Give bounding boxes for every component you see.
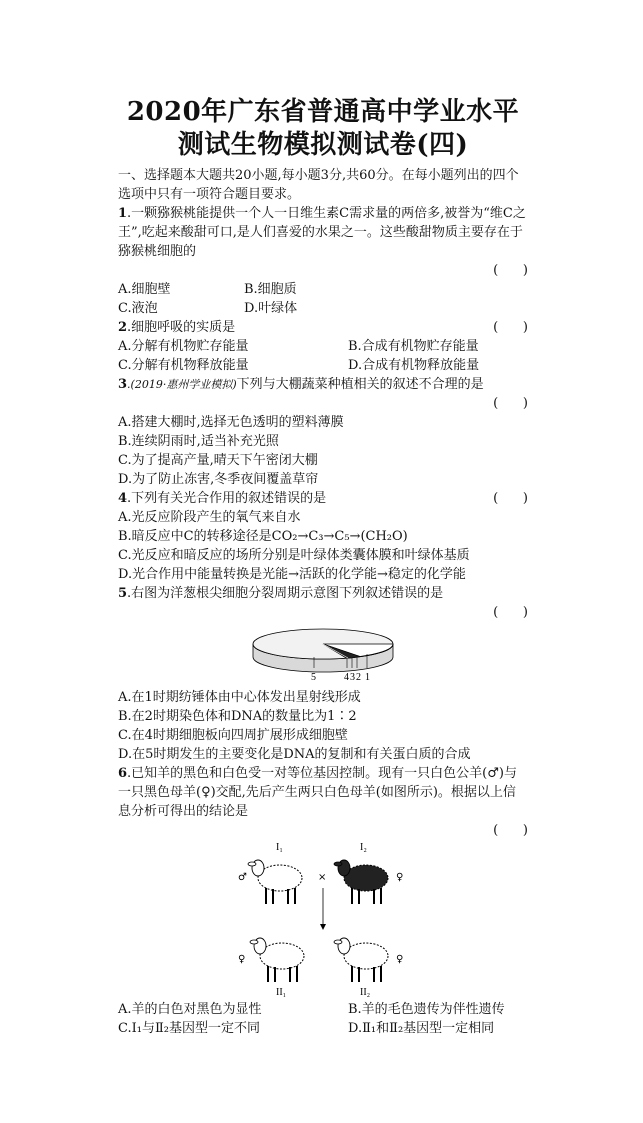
female-symbol-ii2: ♀: [396, 954, 404, 965]
fig-label-4: 4: [344, 672, 349, 683]
instruction: 一、选择题本大题共20小题,每小题3分,共60分。在每小题列出的四个选项中只有一项符合题目要求。: [118, 168, 519, 202]
sheep-pedigree-figure: [236, 840, 416, 1000]
q3-option-d: D.为了防止冻害,冬季夜间覆盖草帘: [118, 472, 319, 487]
label-i1: I₁: [276, 842, 283, 853]
q3-answer-row: [118, 394, 528, 413]
q2-text: .细胞呼吸的实质是: [127, 320, 236, 335]
q6-stem: [118, 764, 528, 821]
q6-answer-row: [118, 821, 528, 840]
q1-text: .一颗猕猴桃能提供一个人一日维生素C需求量的两倍多,被誉为“维C之王”,吃起来酸甜可口,是人们喜爱的水果之一。这些酸甜物质主要存在于猕猴桃细胞的: [118, 206, 526, 259]
q6-option-b: B.羊的毛色遗传为伴性遗传: [348, 1002, 505, 1017]
q5-option-b: B.在2时期染色体和DNA的数量比为1∶2: [118, 709, 357, 724]
fig-label-1: 1: [365, 672, 370, 683]
exam-page: [118, 96, 528, 1038]
q6-text: .已知羊的黑色和白色受一对等位基因控制。现有一只白色公羊(♂)与一只黑色母羊(♀)交配,先后产生两只白色母羊(如图所示)。根据以上信息分析可得出的结论是: [118, 766, 517, 819]
fig-label-3: 3: [350, 672, 355, 683]
q5-option-a: A.在1时期纺锤体由中心体发出星射线形成: [118, 690, 361, 705]
q1-stem: [118, 204, 528, 261]
q4-paren: ( ): [493, 491, 528, 506]
q5-option-c: C.在4时期细胞板向四周扩展形成细胞壁: [118, 728, 348, 743]
fig-label-5: 5: [311, 672, 316, 683]
q5-answer-row: [118, 603, 528, 622]
white-ewe-ii1: [250, 938, 304, 982]
q1-option-c: C.液泡: [118, 301, 158, 316]
q3-paren: ( ): [493, 396, 528, 411]
label-i2: I₂: [360, 842, 367, 853]
label-ii2: II₂: [360, 987, 371, 998]
q3-stem: [118, 375, 528, 394]
q1-answer-row: [118, 261, 528, 280]
q4-option-a: A.光反应阶段产生的氧气来自水: [118, 510, 301, 525]
q2-paren: ( ): [493, 320, 528, 335]
q4-option-d: D.光合作用中能量转换是光能→活跃的化学能→稳定的化学能: [118, 567, 466, 582]
q4-stem-row: [118, 489, 528, 508]
q2-option-a: A.分解有机物贮存能量: [118, 339, 249, 354]
q6-option-c: C.Ⅰ₁与Ⅱ₂基因型一定不同: [118, 1021, 261, 1036]
q3-text: 下列与大棚蔬菜种植相关的叙述不合理的是: [236, 377, 484, 392]
white-ram-i1: [248, 860, 302, 904]
q3-number: 3: [118, 377, 128, 392]
q2-options: [118, 337, 528, 375]
title-line1: 2020年广东省普通高中学业水平: [126, 97, 520, 127]
q1-option-a: A.细胞壁: [118, 282, 171, 297]
fig-label-2: 2: [356, 672, 361, 683]
title-line2: 测试生物模拟测试卷(四): [177, 130, 469, 160]
q6-paren: ( ): [493, 823, 528, 838]
q1-paren: ( ): [493, 263, 528, 278]
q6-number: 6: [118, 766, 128, 781]
female-symbol-ii1: ♀: [238, 954, 246, 965]
q6-option-a: A.羊的白色对黑色为显性: [118, 1002, 262, 1017]
q5-number: 5: [118, 586, 128, 601]
label-ii1: II₁: [276, 987, 287, 998]
q3-option-c: C.为了提高产量,晴天下午密闭大棚: [118, 453, 318, 468]
white-ewe-ii2: [334, 938, 388, 982]
q2-number: 2: [118, 320, 128, 335]
offspring-arrow-head: [320, 924, 326, 930]
q4-text: .下列有关光合作用的叙述错误的是: [127, 491, 327, 506]
q2-option-b: B.合成有机物贮存能量: [348, 339, 479, 354]
q2-option-d: D.合成有机物释放能量: [348, 358, 480, 373]
male-symbol-i1: ♂: [238, 872, 247, 883]
q1-options: [118, 280, 528, 318]
q6-option-d: D.Ⅱ₁和Ⅱ₂基因型一定相同: [348, 1021, 495, 1036]
cross-symbol: ×: [318, 872, 327, 883]
q5-stem: [118, 584, 528, 603]
q3-source: .(2019·惠州学业模拟): [127, 378, 237, 391]
q2-stem-row: [118, 318, 528, 337]
q5-text: .右图为洋葱根尖细胞分裂周期示意图下列叙述错误的是: [127, 586, 444, 601]
q4-stem: [118, 489, 326, 508]
q1-option-d: D.叶绿体: [244, 301, 298, 316]
cell-cycle-pie-figure: [248, 624, 398, 686]
q4-number: 4: [118, 491, 128, 506]
q4-option-b: B.暗反应中C的转移途径是CO₂→C₃→C₅→(CH₂O): [118, 529, 408, 544]
q1-option-b: B.细胞质: [244, 282, 297, 297]
q2-stem: [118, 318, 235, 337]
q5-option-d: D.在5时期发生的主要变化是DNA的复制和有关蛋白质的合成: [118, 747, 471, 762]
q2-option-c: C.分解有机物释放能量: [118, 358, 249, 373]
q4-option-c: C.光反应和暗反应的场所分别是叶绿体类囊体膜和叶绿体基质: [118, 548, 470, 563]
black-ewe-i2: [334, 860, 388, 904]
q6-options: [118, 1000, 528, 1038]
q3-option-b: B.连续阴雨时,适当补充光照: [118, 434, 279, 449]
q1-number: 1: [118, 206, 128, 221]
q5-paren: ( ): [493, 605, 528, 620]
q3-option-a: A.搭建大棚时,选择无色透明的塑料薄膜: [118, 415, 344, 430]
female-symbol-i2: ♀: [396, 872, 404, 883]
